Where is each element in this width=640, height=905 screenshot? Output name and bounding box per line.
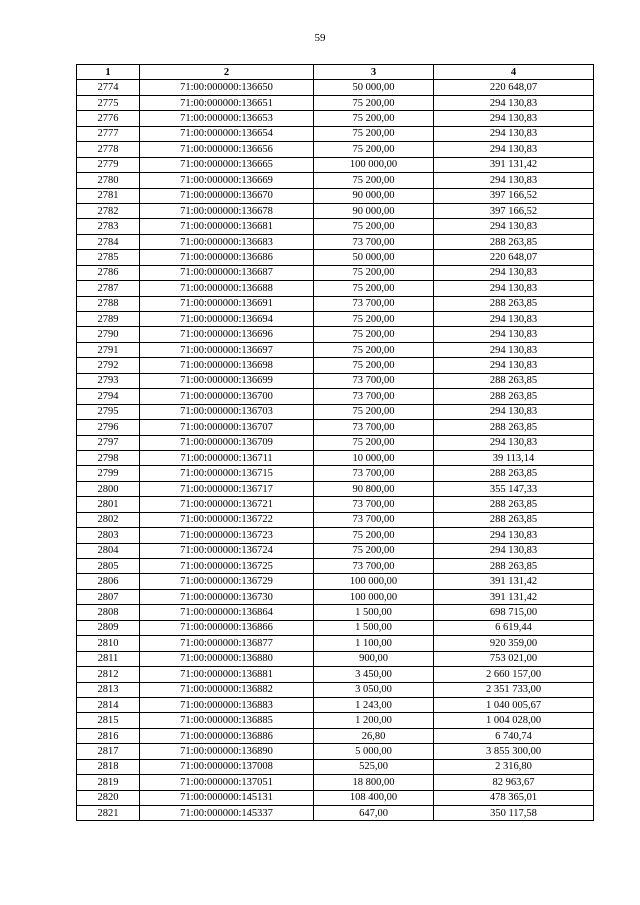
table-row [77, 389, 594, 404]
table-cell-col-4: 294 130,83 [434, 312, 594, 327]
table-cell-col-3: 75 200,00 [314, 142, 434, 157]
table-row [77, 497, 594, 512]
table-cell-col-1: 2779 [77, 157, 140, 172]
table-cell-col-2: 71:00:000000:136703 [140, 404, 314, 419]
table-cell-col-1: 2786 [77, 265, 140, 280]
table-cell-col-1: 2812 [77, 667, 140, 682]
table-row [77, 512, 594, 527]
cadastral-value-table [76, 64, 594, 821]
table-cell-col-1: 2804 [77, 543, 140, 558]
table-cell-col-3: 73 700,00 [314, 559, 434, 574]
table-cell-col-4: 294 130,83 [434, 265, 594, 280]
table-row [77, 790, 594, 805]
table-cell-col-3: 100 000,00 [314, 574, 434, 589]
table-cell-col-4: 288 263,85 [434, 497, 594, 512]
table-cell-col-2: 71:00:000000:136882 [140, 682, 314, 697]
table-cell-col-4: 294 130,83 [434, 528, 594, 543]
table-cell-col-1: 2777 [77, 126, 140, 141]
table-cell-col-3: 75 200,00 [314, 281, 434, 296]
table-cell-col-4: 391 131,42 [434, 157, 594, 172]
table-cell-col-1: 2817 [77, 744, 140, 759]
table-row [77, 342, 594, 357]
table-cell-col-2: 71:00:000000:136665 [140, 157, 314, 172]
table-cell-col-4: 294 130,83 [434, 173, 594, 188]
table-cell-col-1: 2805 [77, 559, 140, 574]
table-cell-col-1: 2803 [77, 528, 140, 543]
table-body [77, 80, 594, 821]
table-cell-col-3: 75 200,00 [314, 111, 434, 126]
table-cell-col-1: 2783 [77, 219, 140, 234]
table-cell-col-2: 71:00:000000:136700 [140, 389, 314, 404]
table-cell-col-4: 1 040 005,67 [434, 697, 594, 712]
table-cell-col-4: 397 166,52 [434, 188, 594, 203]
table-cell-col-2: 71:00:000000:136864 [140, 605, 314, 620]
table-cell-col-3: 3 450,00 [314, 667, 434, 682]
table-row [77, 157, 594, 172]
table-cell-col-2: 71:00:000000:136886 [140, 728, 314, 743]
table-cell-col-4: 698 715,00 [434, 605, 594, 620]
table-row [77, 188, 594, 203]
column-header-1: 1 [77, 65, 140, 80]
table-cell-col-2: 71:00:000000:136880 [140, 651, 314, 666]
table-cell-col-2: 71:00:000000:136698 [140, 358, 314, 373]
table-cell-col-2: 71:00:000000:136691 [140, 296, 314, 311]
table-row [77, 219, 594, 234]
table-cell-col-3: 1 100,00 [314, 636, 434, 651]
table-cell-col-1: 2798 [77, 450, 140, 465]
table-cell-col-4: 288 263,85 [434, 559, 594, 574]
table-cell-col-1: 2806 [77, 574, 140, 589]
table-cell-col-1: 2782 [77, 203, 140, 218]
table-cell-col-2: 71:00:000000:136681 [140, 219, 314, 234]
table-cell-col-2: 71:00:000000:136885 [140, 713, 314, 728]
table-cell-col-3: 73 700,00 [314, 420, 434, 435]
table-cell-col-2: 71:00:000000:136729 [140, 574, 314, 589]
table-cell-col-3: 10 000,00 [314, 450, 434, 465]
table-cell-col-2: 71:00:000000:136697 [140, 342, 314, 357]
table-cell-col-4: 1 004 028,00 [434, 713, 594, 728]
table-cell-col-1: 2794 [77, 389, 140, 404]
table-cell-col-1: 2811 [77, 651, 140, 666]
table-row [77, 265, 594, 280]
table-cell-col-3: 75 200,00 [314, 327, 434, 342]
table-cell-col-4: 294 130,83 [434, 219, 594, 234]
table-cell-col-2: 71:00:000000:145131 [140, 790, 314, 805]
table-cell-col-1: 2790 [77, 327, 140, 342]
table-cell-col-1: 2788 [77, 296, 140, 311]
table-cell-col-4: 288 263,85 [434, 420, 594, 435]
table-header-row [77, 65, 594, 80]
table-cell-col-1: 2820 [77, 790, 140, 805]
table-cell-col-3: 75 200,00 [314, 358, 434, 373]
table-cell-col-1: 2818 [77, 759, 140, 774]
table-row [77, 697, 594, 712]
table-cell-col-3: 1 200,00 [314, 713, 434, 728]
table-cell-col-1: 2793 [77, 373, 140, 388]
table-row [77, 312, 594, 327]
table-cell-col-1: 2774 [77, 80, 140, 95]
table-cell-col-3: 73 700,00 [314, 389, 434, 404]
table-cell-col-3: 75 200,00 [314, 173, 434, 188]
table-row [77, 559, 594, 574]
table-cell-col-1: 2776 [77, 111, 140, 126]
table-cell-col-1: 2781 [77, 188, 140, 203]
table-cell-col-3: 75 200,00 [314, 126, 434, 141]
table-cell-col-1: 2792 [77, 358, 140, 373]
table-cell-col-2: 71:00:000000:136688 [140, 281, 314, 296]
table-cell-col-1: 2808 [77, 605, 140, 620]
table-cell-col-3: 1 500,00 [314, 620, 434, 635]
table-cell-col-3: 73 700,00 [314, 296, 434, 311]
table-row [77, 806, 594, 821]
table-cell-col-4: 2 316,80 [434, 759, 594, 774]
table-cell-col-4: 391 131,42 [434, 574, 594, 589]
table-row [77, 373, 594, 388]
table-row [77, 636, 594, 651]
table-cell-col-2: 71:00:000000:136866 [140, 620, 314, 635]
table-cell-col-1: 2796 [77, 420, 140, 435]
table-cell-col-4: 478 365,01 [434, 790, 594, 805]
table-row [77, 234, 594, 249]
table-cell-col-1: 2821 [77, 806, 140, 821]
table-cell-col-2: 71:00:000000:136656 [140, 142, 314, 157]
table-cell-col-3: 75 200,00 [314, 435, 434, 450]
table-cell-col-3: 100 000,00 [314, 157, 434, 172]
table-cell-col-4: 753 021,00 [434, 651, 594, 666]
table-cell-col-4: 288 263,85 [434, 389, 594, 404]
table-cell-col-2: 71:00:000000:136707 [140, 420, 314, 435]
column-header-4: 4 [434, 65, 594, 80]
table-cell-col-1: 2814 [77, 697, 140, 712]
table-cell-col-3: 50 000,00 [314, 80, 434, 95]
table-row [77, 682, 594, 697]
table-cell-col-3: 73 700,00 [314, 373, 434, 388]
table-cell-col-2: 71:00:000000:136699 [140, 373, 314, 388]
table-cell-col-1: 2800 [77, 481, 140, 496]
table-row [77, 728, 594, 743]
table-cell-col-2: 71:00:000000:136709 [140, 435, 314, 450]
table-cell-col-4: 294 130,83 [434, 342, 594, 357]
table-row [77, 759, 594, 774]
table-cell-col-1: 2789 [77, 312, 140, 327]
table-cell-col-2: 71:00:000000:136678 [140, 203, 314, 218]
table-cell-col-2: 71:00:000000:136721 [140, 497, 314, 512]
table-cell-col-2: 71:00:000000:136654 [140, 126, 314, 141]
table-cell-col-3: 26,80 [314, 728, 434, 743]
table-cell-col-1: 2807 [77, 589, 140, 604]
table-row [77, 281, 594, 296]
table-cell-col-3: 75 200,00 [314, 219, 434, 234]
table-cell-col-3: 18 800,00 [314, 775, 434, 790]
table-cell-col-2: 71:00:000000:136717 [140, 481, 314, 496]
table-row [77, 420, 594, 435]
table-cell-col-3: 525,00 [314, 759, 434, 774]
table-cell-col-2: 71:00:000000:136669 [140, 173, 314, 188]
table-cell-col-1: 2784 [77, 234, 140, 249]
table-cell-col-3: 73 700,00 [314, 512, 434, 527]
page-number: 59 [314, 32, 326, 44]
table-row [77, 173, 594, 188]
table-cell-col-2: 71:00:000000:136653 [140, 111, 314, 126]
table-cell-col-2: 71:00:000000:145337 [140, 806, 314, 821]
table-cell-col-2: 71:00:000000:136730 [140, 589, 314, 604]
table-cell-col-4: 82 963,67 [434, 775, 594, 790]
table-cell-col-2: 71:00:000000:136724 [140, 543, 314, 558]
table-row [77, 296, 594, 311]
table-cell-col-4: 2 351 733,00 [434, 682, 594, 697]
table-cell-col-1: 2819 [77, 775, 140, 790]
table-cell-col-3: 75 200,00 [314, 312, 434, 327]
table-cell-col-3: 1 500,00 [314, 605, 434, 620]
table-row [77, 327, 594, 342]
table-row [77, 358, 594, 373]
table-cell-col-2: 71:00:000000:136670 [140, 188, 314, 203]
table-cell-col-2: 71:00:000000:136883 [140, 697, 314, 712]
table-cell-col-2: 71:00:000000:136890 [140, 744, 314, 759]
table-cell-col-2: 71:00:000000:136686 [140, 250, 314, 265]
table-cell-col-3: 75 200,00 [314, 265, 434, 280]
table-row [77, 605, 594, 620]
table-cell-col-2: 71:00:000000:136877 [140, 636, 314, 651]
column-header-2: 2 [140, 65, 314, 80]
table-cell-col-2: 71:00:000000:137008 [140, 759, 314, 774]
table-cell-col-3: 73 700,00 [314, 466, 434, 481]
table-cell-col-4: 39 113,14 [434, 450, 594, 465]
table-cell-col-3: 75 200,00 [314, 95, 434, 110]
table-cell-col-1: 2801 [77, 497, 140, 512]
table-cell-col-4: 294 130,83 [434, 358, 594, 373]
table-cell-col-2: 71:00:000000:136722 [140, 512, 314, 527]
table-row [77, 203, 594, 218]
table-cell-col-2: 71:00:000000:137051 [140, 775, 314, 790]
table-cell-col-2: 71:00:000000:136725 [140, 559, 314, 574]
table-cell-col-1: 2810 [77, 636, 140, 651]
table-cell-col-1: 2797 [77, 435, 140, 450]
table-cell-col-4: 220 648,07 [434, 250, 594, 265]
table-cell-col-2: 71:00:000000:136683 [140, 234, 314, 249]
table-cell-col-1: 2775 [77, 95, 140, 110]
table-cell-col-4: 3 855 300,00 [434, 744, 594, 759]
table-cell-col-4: 220 648,07 [434, 80, 594, 95]
table-cell-col-4: 6 619,44 [434, 620, 594, 635]
table-cell-col-4: 294 130,83 [434, 111, 594, 126]
table-row [77, 95, 594, 110]
table-cell-col-4: 355 147,33 [434, 481, 594, 496]
table-cell-col-4: 288 263,85 [434, 512, 594, 527]
table-cell-col-2: 71:00:000000:136694 [140, 312, 314, 327]
column-header-3: 3 [314, 65, 434, 80]
table-cell-col-4: 288 263,85 [434, 373, 594, 388]
table-cell-col-3: 647,00 [314, 806, 434, 821]
table-cell-col-1: 2795 [77, 404, 140, 419]
table-cell-col-3: 90 000,00 [314, 188, 434, 203]
table-cell-col-2: 71:00:000000:136723 [140, 528, 314, 543]
table-cell-col-4: 294 130,83 [434, 327, 594, 342]
table-cell-col-1: 2778 [77, 142, 140, 157]
table-row [77, 574, 594, 589]
table-cell-col-4: 350 117,58 [434, 806, 594, 821]
table-cell-col-2: 71:00:000000:136650 [140, 80, 314, 95]
table-cell-col-4: 294 130,83 [434, 404, 594, 419]
table-row [77, 543, 594, 558]
table-row [77, 250, 594, 265]
table-cell-col-2: 71:00:000000:136881 [140, 667, 314, 682]
table-cell-col-1: 2799 [77, 466, 140, 481]
table-cell-col-4: 6 740,74 [434, 728, 594, 743]
table-cell-col-1: 2813 [77, 682, 140, 697]
table-cell-col-3: 1 243,00 [314, 697, 434, 712]
table-cell-col-4: 294 130,83 [434, 142, 594, 157]
table-row [77, 404, 594, 419]
table-cell-col-2: 71:00:000000:136696 [140, 327, 314, 342]
table-cell-col-4: 920 359,00 [434, 636, 594, 651]
table-cell-col-4: 397 166,52 [434, 203, 594, 218]
table-cell-col-3: 3 050,00 [314, 682, 434, 697]
table-cell-col-4: 294 130,83 [434, 95, 594, 110]
table-row [77, 744, 594, 759]
table-cell-col-1: 2802 [77, 512, 140, 527]
table-cell-col-2: 71:00:000000:136715 [140, 466, 314, 481]
table-cell-col-1: 2785 [77, 250, 140, 265]
table-cell-col-3: 75 200,00 [314, 528, 434, 543]
table-cell-col-3: 108 400,00 [314, 790, 434, 805]
table-cell-col-2: 71:00:000000:136687 [140, 265, 314, 280]
table-cell-col-3: 73 700,00 [314, 234, 434, 249]
table-cell-col-1: 2816 [77, 728, 140, 743]
table-cell-col-3: 75 200,00 [314, 543, 434, 558]
table-cell-col-4: 288 263,85 [434, 466, 594, 481]
table-cell-col-4: 294 130,83 [434, 281, 594, 296]
table-row [77, 589, 594, 604]
table-cell-col-3: 75 200,00 [314, 404, 434, 419]
table-cell-col-3: 900,00 [314, 651, 434, 666]
table-cell-col-2: 71:00:000000:136651 [140, 95, 314, 110]
table-cell-col-3: 50 000,00 [314, 250, 434, 265]
table-row [77, 528, 594, 543]
table-row [77, 450, 594, 465]
table-cell-col-3: 75 200,00 [314, 342, 434, 357]
table-cell-col-1: 2791 [77, 342, 140, 357]
table-cell-col-4: 2 660 157,00 [434, 667, 594, 682]
table-row [77, 466, 594, 481]
table-row [77, 80, 594, 95]
table-row [77, 620, 594, 635]
table-cell-col-1: 2809 [77, 620, 140, 635]
table-row [77, 142, 594, 157]
table-cell-col-4: 294 130,83 [434, 543, 594, 558]
table-cell-col-4: 294 130,83 [434, 126, 594, 141]
table-cell-col-2: 71:00:000000:136711 [140, 450, 314, 465]
table-cell-col-4: 294 130,83 [434, 435, 594, 450]
table-row [77, 481, 594, 496]
table-cell-col-4: 391 131,42 [434, 589, 594, 604]
table-cell-col-3: 5 000,00 [314, 744, 434, 759]
table-row [77, 651, 594, 666]
table-cell-col-3: 90 000,00 [314, 203, 434, 218]
table-row [77, 667, 594, 682]
table-row [77, 775, 594, 790]
table-row [77, 713, 594, 728]
table-cell-col-4: 288 263,85 [434, 234, 594, 249]
table-row [77, 111, 594, 126]
table-cell-col-3: 90 800,00 [314, 481, 434, 496]
table-cell-col-1: 2787 [77, 281, 140, 296]
table-cell-col-1: 2780 [77, 173, 140, 188]
table-cell-col-3: 100 000,00 [314, 589, 434, 604]
table-row [77, 126, 594, 141]
table-cell-col-1: 2815 [77, 713, 140, 728]
table-row [77, 435, 594, 450]
table-cell-col-3: 73 700,00 [314, 497, 434, 512]
table-cell-col-4: 288 263,85 [434, 296, 594, 311]
